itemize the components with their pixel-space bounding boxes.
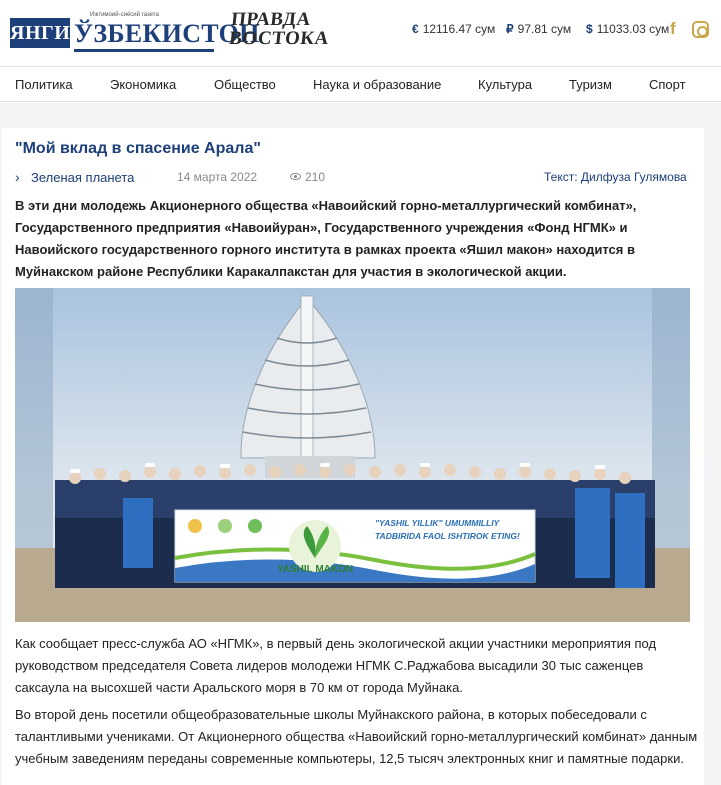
logo-yangi-box: ЯНГИ [10, 18, 70, 48]
main-nav [0, 66, 721, 102]
ruble-icon: ₽ [506, 22, 514, 36]
currency-rub-value: 97.81 сум [517, 22, 572, 36]
logo-yangi-tagline: Ижтимоий-сиёсий газета [90, 12, 159, 18]
logo-pravda-line1: ПРАВДА [230, 9, 312, 30]
banner-line1: "YASHIL YILLIK" UMUMMILLIY [375, 518, 500, 528]
nav-item-economy[interactable]: Экономика [110, 77, 177, 92]
logo-yangi-wordmark: ЎЗБЕКИСТОН [74, 19, 260, 48]
nav-item-tourism[interactable]: Туризм [569, 77, 612, 92]
currency-eur-value: 12116.47 сум [422, 22, 496, 36]
currency-rub [506, 22, 571, 36]
currency-usd-value: 11033.03 сум [596, 22, 670, 36]
banner-line2: TADBIRIDA FAOL ISHTIROK ETING! [375, 531, 520, 541]
photo-banner [175, 510, 535, 582]
instagram-icon[interactable] [692, 21, 709, 38]
logo-pravda-vostoka[interactable] [228, 9, 330, 52]
logo-underline [74, 49, 214, 52]
chevron-right-icon: › [15, 169, 20, 185]
article-date: 14 марта 2022 [177, 170, 258, 184]
nav-item-culture[interactable]: Культура [478, 77, 533, 92]
nav-item-sport[interactable]: Спорт [649, 77, 686, 92]
logo-yangi-uzbekiston[interactable] [10, 12, 260, 52]
article-photo-drawing [15, 288, 690, 622]
eye-icon [290, 173, 301, 180]
currency-eur [412, 22, 495, 36]
euro-icon: € [412, 22, 419, 36]
currency-usd [586, 22, 669, 36]
dollar-icon: $ [586, 22, 593, 36]
article-views: 210 [305, 170, 326, 184]
site-header [0, 0, 721, 66]
article-paragraph-2: Во второй день посетили общеобразовательные школы Муйнакского района, в которых побеседовали с талантливыми учениками. От Акционерного общества «Навоийский горно-металлургический комбинат» данным учебным заведениям переданы современные компьютеры, 12,5 тысяч электронных книг и памятные подарки. [15, 707, 698, 766]
article-photo[interactable] [15, 288, 690, 622]
nav-item-politics[interactable]: Политика [15, 77, 73, 92]
article-lead: В эти дни молодежь Акционерного общества «Навоийский горно-металлургический комбинат», Государственного предприятия «Навоийуран», Государственного учреждения «Фонд НГМК» и Навоийского государственного горного института в рамках проекта «Яшил макон» находится в Муйнакском районе Республики Каракалпакстан для участия в экологической акции. [15, 198, 637, 279]
article-title: "Мой вклад в спасение Арала" [15, 140, 261, 157]
article-paragraph-1: Как сообщает пресс-служба АО «НГМК», в первый день экологической акции участники мероприятия под руководством председателя Совета лидеров молодежи НГМК С.Раджабова высадили 30 тыс саженцев саксаула на высохшей части Аральского моря в 70 км от города Муйнака. [15, 636, 657, 695]
nav-item-society[interactable]: Общество [214, 77, 276, 92]
article-category-link[interactable]: Зеленая планета [31, 170, 135, 185]
nav-item-science[interactable]: Наука и образование [313, 77, 442, 92]
banner-logo-text: YASHIL MAKON [277, 564, 354, 575]
logo-pravda-line2: ВОСТОКА [228, 28, 330, 49]
article-author[interactable]: Текст: Дилфуза Гулямова [544, 170, 687, 184]
facebook-icon[interactable]: f [670, 19, 676, 38]
